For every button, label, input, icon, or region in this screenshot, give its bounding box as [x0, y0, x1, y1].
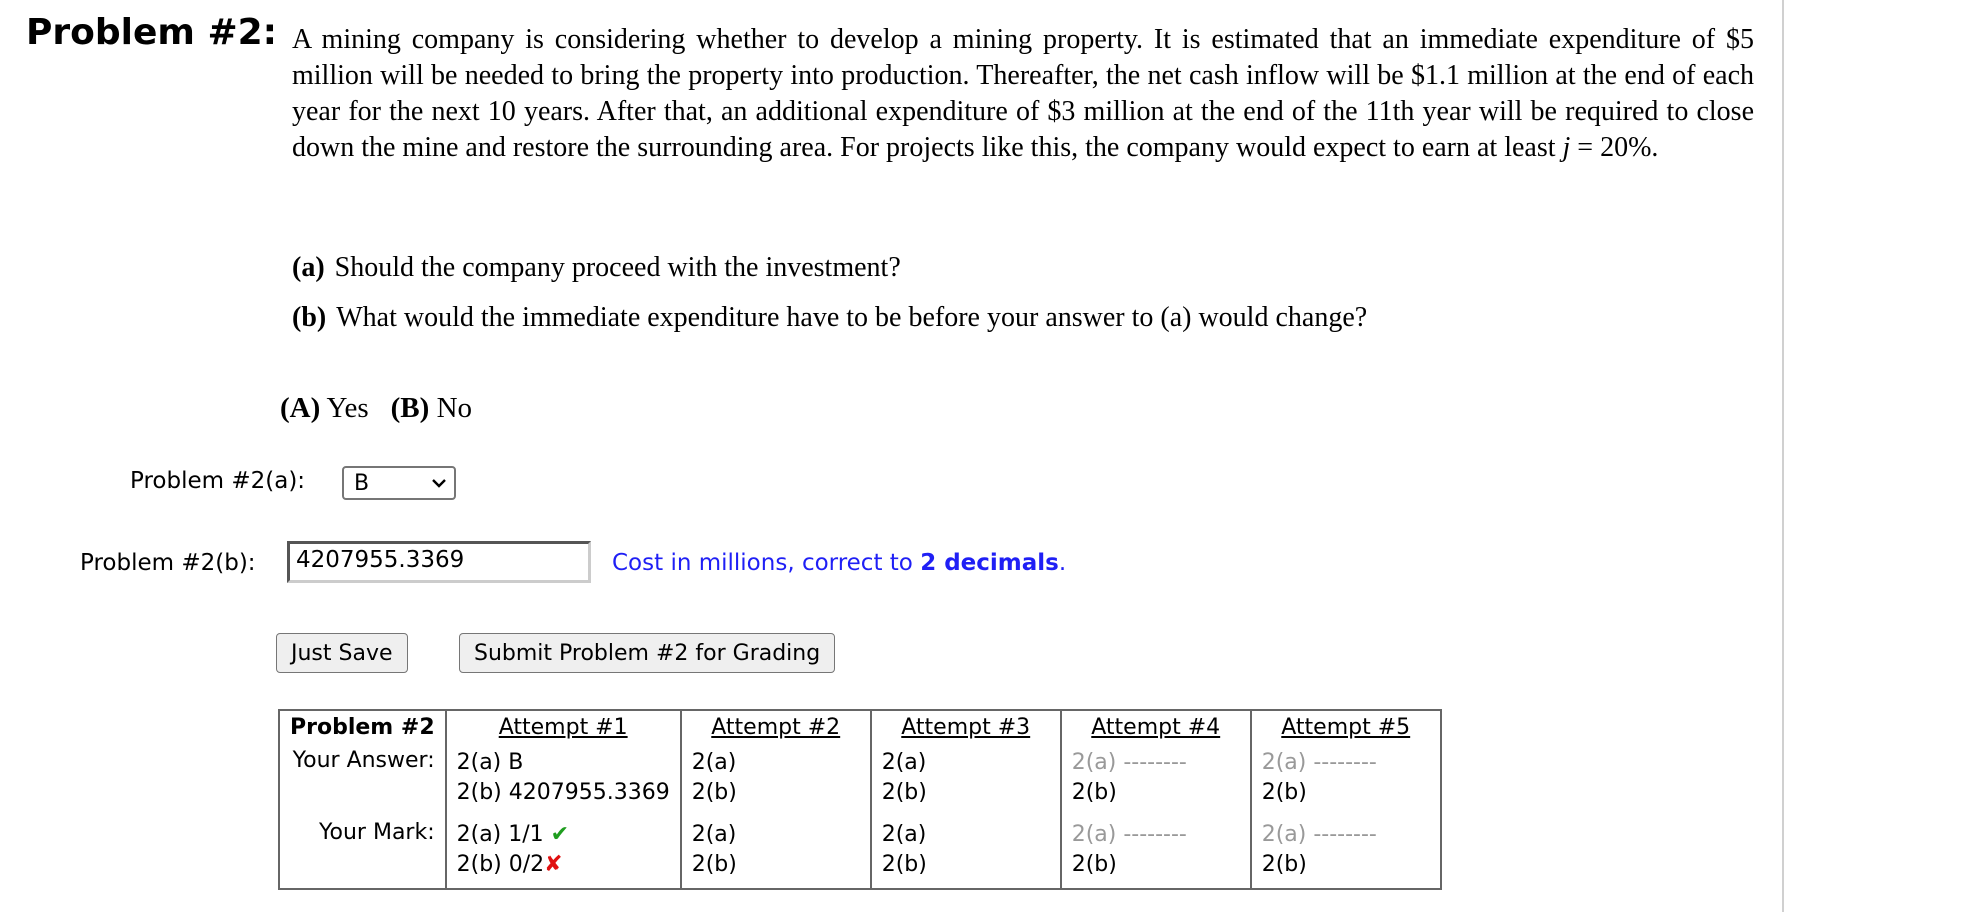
mark-row	[279, 816, 1441, 889]
attempt-1-header[interactable]: Attempt #1	[446, 710, 681, 744]
attempt-3-answer: 2(a) 2(b)	[871, 744, 1061, 816]
answer-a-label: Problem #2(a):	[130, 468, 306, 494]
attempt-4-answer: 2(a) -------- 2(b)	[1061, 744, 1251, 816]
answer-row-label: Your Answer:	[279, 744, 446, 816]
answer-b-input[interactable]: 4207955.3369	[287, 541, 591, 583]
attempt-1-mark: 2(a) 1/1 ✔ 2(b) 0/2✘	[446, 816, 681, 889]
attempt-5-header[interactable]: Attempt #5	[1251, 710, 1441, 744]
attempt-3-mark: 2(a) 2(b)	[871, 816, 1061, 889]
question-b	[292, 302, 1367, 334]
choice-yes: (A) Yes	[280, 392, 369, 424]
attempts-header: Problem #2	[279, 710, 446, 744]
attempt-1-answer: 2(a) B 2(b) 4207955.3369	[446, 744, 681, 816]
attempt-2-mark: 2(a) 2(b)	[681, 816, 871, 889]
attempt-2-header[interactable]: Attempt #2	[681, 710, 871, 744]
answer-choices	[280, 392, 494, 425]
answer-a-select[interactable]	[342, 466, 456, 500]
answer-b-hint: Cost in millions, correct to 2 decimals.	[612, 550, 1067, 576]
attempt-5-mark: 2(a) -------- 2(b)	[1251, 816, 1441, 889]
submit-button[interactable]: Submit Problem #2 for Grading	[459, 633, 835, 673]
attempt-4-header[interactable]: Attempt #4	[1061, 710, 1251, 744]
check-icon: ✔	[550, 822, 570, 847]
answer-a-selected: B	[354, 471, 370, 496]
rate-variable: j	[1562, 132, 1571, 163]
problem-text: A mining company is considering whether to develop a mining property. It is estimated that an immediate expenditure of $5 million will be needed to bring the property into production. Thereafter, the net cash inflow will be $1.1 million at the end of each year for the next 10 years. After that, an additional expenditure of $3 million at the end of the 11th year will be required to close down the mine and restore the surrounding area. For projects like this, the company would expect to earn at least	[292, 24, 1754, 163]
mark-row-label: Your Mark:	[279, 816, 446, 889]
answer-b-label: Problem #2(b):	[80, 550, 256, 576]
attempt-2-answer: 2(a) 2(b)	[681, 744, 871, 816]
question-a-text: Should the company proceed with the investment?	[334, 252, 901, 283]
rate-value: = 20%.	[1570, 132, 1659, 163]
attempts-table	[278, 709, 1442, 890]
question-a-label: (a)	[292, 252, 325, 283]
question-b-text: What would the immediate expenditure have to be before your answer to (a) would change?	[336, 302, 1368, 333]
choice-no: (B) No	[390, 392, 473, 424]
just-save-button[interactable]: Just Save	[276, 633, 408, 673]
chevron-down-icon	[432, 478, 446, 488]
page-divider	[1782, 0, 1784, 912]
problem-label: Problem #2:	[26, 12, 278, 53]
question-a	[292, 252, 901, 284]
answer-row	[279, 744, 1441, 816]
question-b-label: (b)	[292, 302, 327, 333]
attempt-4-mark: 2(a) -------- 2(b)	[1061, 816, 1251, 889]
cross-icon: ✘	[544, 852, 563, 877]
attempt-3-header[interactable]: Attempt #3	[871, 710, 1061, 744]
attempt-5-answer: 2(a) -------- 2(b)	[1251, 744, 1441, 816]
problem-statement	[292, 22, 1754, 166]
